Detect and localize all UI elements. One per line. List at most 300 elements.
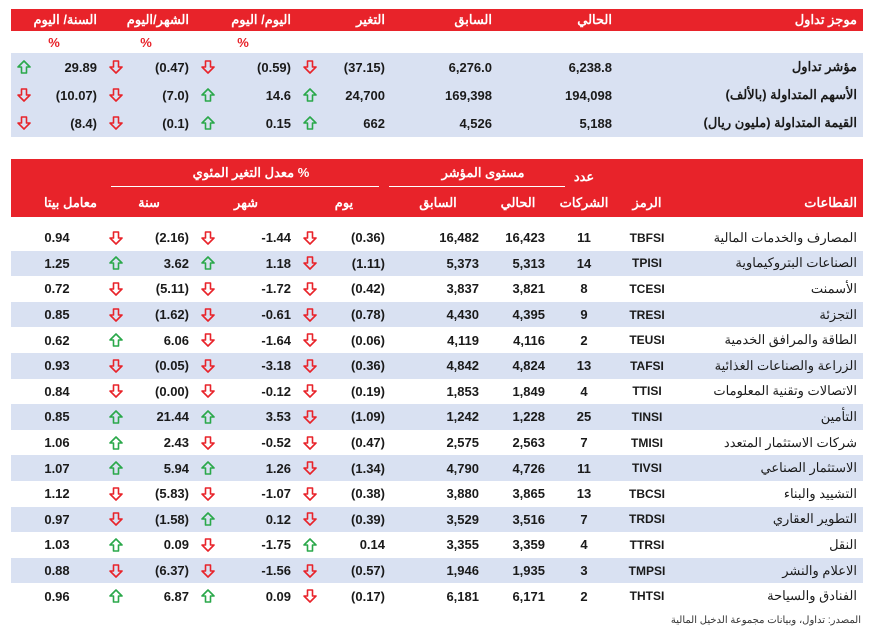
summary-pct-row (11, 31, 863, 53)
previous-cell: 16,482 (439, 230, 479, 246)
current-cell: 4,395 (512, 307, 545, 323)
arrow-down-icon (17, 116, 31, 130)
companies-cell: 4 (580, 383, 588, 399)
header-index-level: مستوى المؤشر (441, 165, 525, 180)
current-cell: 6,171 (512, 588, 545, 604)
pct-label: % (140, 34, 152, 50)
day-change-value: 0.14 (359, 537, 385, 553)
day-change-value: (0.42) (351, 281, 385, 297)
beta-cell: 1.03 (44, 537, 70, 553)
summary-change (297, 81, 391, 109)
month-change (195, 276, 297, 302)
summary-year-value: (10.07) (55, 87, 97, 103)
symbol-cell: TCESI (629, 281, 665, 296)
symbol-cell: TRESI (629, 307, 665, 322)
arrow-down-icon (303, 384, 317, 398)
day-change (297, 532, 391, 558)
header-symbol: الرمز (632, 195, 662, 210)
current-cell: 3,359 (512, 537, 545, 553)
table-row (11, 583, 863, 609)
day-change (297, 353, 391, 379)
arrow-down-icon (303, 436, 317, 450)
summary-current: 194,098 (565, 87, 612, 103)
month-change-value: -1.07 (261, 486, 291, 502)
year-change (103, 225, 195, 251)
arrow-up-icon (201, 88, 215, 102)
table-row (11, 532, 863, 558)
symbol-cell: TBCSI (629, 486, 665, 501)
arrow-down-icon (303, 487, 317, 501)
header-month: شهر (233, 195, 259, 210)
symbol-cell: TINSI (631, 409, 663, 424)
beta-cell: 0.97 (44, 511, 70, 527)
month-change (195, 455, 297, 481)
year-change-value: (0.05) (155, 358, 189, 374)
summary-day-value: 14.6 (265, 87, 291, 103)
summary-col-change: التغير (356, 12, 385, 27)
table-row (11, 327, 863, 353)
current-cell: 3,865 (512, 486, 545, 502)
sector-name: الاتصالات وتقنية المعلومات (713, 383, 857, 399)
symbol-cell: TMISI (631, 435, 663, 450)
previous-cell: 3,529 (446, 511, 479, 527)
month-change-value: -0.52 (261, 435, 291, 451)
sector-name: النقل (829, 536, 857, 552)
arrow-down-icon (109, 116, 123, 130)
year-change (103, 532, 195, 558)
companies-cell: 9 (580, 307, 588, 323)
beta-cell: 0.85 (44, 307, 70, 323)
arrow-up-icon (303, 538, 317, 552)
day-change (297, 430, 391, 456)
arrow-down-icon (201, 333, 215, 347)
month-change (195, 404, 297, 430)
symbol-cell: TIVSI (631, 461, 662, 476)
summary-row (11, 109, 863, 137)
sector-name: المصارف والخدمات المالية (713, 229, 857, 245)
sectors-header (11, 159, 863, 217)
month-change-value: 1.18 (265, 255, 291, 271)
previous-cell: 4,842 (446, 358, 479, 374)
header-previous: السابق (419, 195, 457, 210)
sector-name: الأسمنت (810, 280, 857, 296)
arrow-down-icon (303, 564, 317, 578)
day-change-value: (0.78) (351, 307, 385, 323)
year-change (103, 583, 195, 609)
symbol-cell: TRDSI (629, 512, 665, 527)
beta-cell: 0.72 (44, 281, 70, 297)
sector-name: الاستثمار الصناعي (760, 460, 857, 476)
summary-change (297, 109, 391, 137)
empty-cell (391, 31, 498, 53)
year-change-value: (5.11) (155, 281, 189, 297)
year-change (103, 507, 195, 533)
arrow-down-icon (201, 538, 215, 552)
summary-rows (11, 53, 863, 137)
companies-cell: 8 (580, 281, 588, 297)
month-change-value: 3.53 (265, 409, 291, 425)
summary-change-value: 24,700 (345, 87, 385, 103)
arrow-down-icon (303, 282, 317, 296)
month-change (195, 327, 297, 353)
header-companies-bottom: الشركات (559, 195, 609, 210)
companies-cell: 11 (577, 460, 591, 476)
sector-name: التشييد والبناء (783, 485, 857, 501)
year-change-value: 0.09 (163, 537, 189, 553)
summary-row (11, 53, 863, 81)
beta-cell: 0.93 (44, 358, 70, 374)
previous-cell: 1,853 (446, 383, 479, 399)
arrow-up-icon (201, 512, 215, 526)
year-change-value: (0.00) (155, 383, 189, 399)
previous-cell: 4,430 (446, 307, 479, 323)
table-row (11, 481, 863, 507)
day-change (297, 379, 391, 405)
symbol-cell: TTISI (632, 384, 662, 399)
year-change (103, 327, 195, 353)
summary-day-value: (0.59) (257, 59, 291, 75)
month-change-value: -1.56 (261, 563, 291, 579)
header-sector: القطاعات (804, 195, 857, 210)
arrow-up-icon (109, 538, 123, 552)
previous-cell: 4,119 (447, 332, 479, 348)
summary-previous: 4,526 (459, 115, 492, 131)
month-change (195, 353, 297, 379)
arrow-up-icon (17, 60, 31, 74)
sectors-panel (11, 159, 863, 611)
companies-cell: 13 (576, 486, 592, 502)
year-change-value: (1.58) (155, 511, 189, 527)
empty-cell (618, 31, 863, 53)
sector-name: التجزئة (819, 306, 857, 322)
month-change-value: 0.12 (265, 511, 291, 527)
table-row (11, 225, 863, 251)
day-change (297, 251, 391, 277)
year-change (103, 481, 195, 507)
year-change-value: 6.06 (163, 332, 189, 348)
sector-name: الصناعات البتروكيماوية (735, 255, 857, 271)
year-change-value: (5.83) (155, 486, 189, 502)
current-cell: 4,116 (513, 332, 545, 348)
summary-month-value: (0.47) (155, 59, 189, 75)
summary-col-day: اليوم/ اليوم (231, 12, 291, 27)
year-change (103, 276, 195, 302)
year-change (103, 302, 195, 328)
year-change (103, 404, 195, 430)
summary-current: 6,238.8 (568, 59, 612, 75)
companies-cell: 11 (577, 230, 591, 246)
arrow-down-icon (201, 231, 215, 245)
arrow-up-icon (109, 461, 123, 475)
summary-change-value: (37.15) (343, 59, 385, 75)
summary-day (195, 81, 297, 109)
day-change (297, 455, 391, 481)
arrow-down-icon (109, 487, 123, 501)
month-change (195, 583, 297, 609)
month-change (195, 225, 297, 251)
table-row (11, 302, 863, 328)
arrow-down-icon (303, 256, 317, 270)
table-row (11, 558, 863, 584)
beta-cell: 0.84 (44, 383, 70, 399)
arrow-down-icon (109, 564, 123, 578)
day-change (297, 404, 391, 430)
sector-name: التطوير العقاري (772, 511, 857, 527)
beta-cell: 1.06 (44, 435, 70, 451)
summary-month (103, 109, 195, 137)
current-cell: 3,516 (512, 511, 545, 527)
arrow-up-icon (303, 116, 317, 130)
arrow-up-icon (201, 410, 215, 424)
month-change (195, 532, 297, 558)
arrow-down-icon (201, 308, 215, 322)
summary-day (195, 109, 297, 137)
beta-cell: 0.85 (44, 409, 70, 425)
arrow-up-icon (201, 589, 215, 603)
arrow-up-icon (201, 461, 215, 475)
arrow-down-icon (109, 231, 123, 245)
header-divider (111, 186, 379, 187)
day-change-value: (0.36) (351, 230, 385, 246)
summary-title: موجز تداول (794, 12, 857, 27)
previous-cell: 5,373 (446, 255, 479, 271)
summary-label: الأسهم المتداولة (بالألف) (725, 87, 857, 102)
current-cell: 2,563 (512, 435, 545, 451)
month-change-value: -0.61 (261, 307, 291, 323)
companies-cell: 14 (576, 255, 592, 271)
day-change-value: (0.57) (351, 563, 385, 579)
summary-month-value: (7.0) (162, 87, 189, 103)
empty-cell (498, 31, 618, 53)
arrow-down-icon (201, 282, 215, 296)
arrow-up-icon (109, 589, 123, 603)
previous-cell: 4,790 (446, 460, 479, 476)
sector-rows (11, 225, 863, 609)
previous-cell: 2,575 (446, 435, 479, 451)
companies-cell: 7 (580, 511, 588, 527)
previous-cell: 1,242 (446, 409, 479, 425)
summary-label: القيمة المتداولة (مليون ريال) (703, 115, 857, 130)
arrow-down-icon (17, 88, 31, 102)
header-year: سنة (138, 195, 160, 210)
arrow-down-icon (201, 359, 215, 373)
arrow-down-icon (303, 410, 317, 424)
month-change (195, 507, 297, 533)
month-change-value: -1.44 (261, 230, 291, 246)
year-change (103, 558, 195, 584)
table-row (11, 353, 863, 379)
header-beta: معامل بيتا (43, 195, 97, 210)
beta-cell: 1.25 (44, 255, 70, 271)
pct-label: % (48, 34, 60, 50)
month-change-value: -3.18 (261, 358, 291, 374)
beta-cell: 0.96 (44, 588, 70, 604)
beta-cell: 0.88 (44, 563, 70, 579)
symbol-cell: TEUSI (629, 333, 665, 348)
summary-current: 5,188 (579, 115, 612, 131)
month-change-value: -1.75 (261, 537, 291, 553)
sector-name: الزراعة والصناعات الغذائية (714, 357, 857, 373)
day-change (297, 507, 391, 533)
summary-header-row (11, 9, 863, 31)
symbol-cell: THTSI (629, 589, 665, 604)
symbol-cell: TAFSI (630, 358, 664, 373)
arrow-down-icon (201, 436, 215, 450)
year-change (103, 379, 195, 405)
year-change (103, 455, 195, 481)
day-change-value: (0.19) (351, 383, 385, 399)
summary-change (297, 53, 391, 81)
summary-year (11, 53, 103, 81)
summary-year (11, 109, 103, 137)
month-change (195, 481, 297, 507)
day-change (297, 302, 391, 328)
summary-col-month: الشهر/اليوم (126, 12, 189, 27)
arrow-down-icon (303, 589, 317, 603)
arrow-down-icon (109, 359, 123, 373)
table-row (11, 507, 863, 533)
trading-summary-panel (11, 9, 863, 137)
summary-year (11, 81, 103, 109)
previous-cell: 3,355 (446, 537, 479, 553)
source-note: المصدر: تداول، وبيانات مجموعة الدخيل المالية (670, 615, 861, 626)
day-change-value: (0.17) (351, 588, 385, 604)
arrow-up-icon (201, 116, 215, 130)
symbol-cell: TMPSI (628, 563, 666, 578)
day-change-value: (1.11) (351, 255, 385, 271)
arrow-up-icon (201, 256, 215, 270)
arrow-up-icon (109, 436, 123, 450)
table-row (11, 455, 863, 481)
header-current: الحالي (500, 195, 536, 210)
month-change-value: -0.12 (261, 383, 291, 399)
arrow-down-icon (303, 333, 317, 347)
symbol-cell: TBFSI (629, 230, 665, 245)
summary-change-value: 662 (363, 115, 385, 131)
empty-cell (297, 31, 391, 53)
arrow-down-icon (303, 461, 317, 475)
summary-label: مؤشر تداول (791, 59, 857, 74)
summary-col-year: السنة/ اليوم (33, 12, 97, 27)
symbol-cell: TPISI (631, 256, 662, 271)
table-row (11, 276, 863, 302)
companies-cell: 4 (580, 537, 588, 553)
beta-cell: 1.12 (44, 486, 70, 502)
previous-cell: 3,880 (446, 486, 479, 502)
arrow-down-icon (201, 60, 215, 74)
table-row (11, 430, 863, 456)
header-divider (389, 186, 565, 187)
summary-previous: 6,276.0 (448, 59, 492, 75)
arrow-down-icon (303, 359, 317, 373)
current-cell: 4,726 (512, 460, 545, 476)
arrow-up-icon (109, 333, 123, 347)
previous-cell: 1,946 (446, 563, 479, 579)
year-change (103, 251, 195, 277)
companies-cell: 3 (580, 563, 588, 579)
month-change (195, 302, 297, 328)
arrow-down-icon (109, 88, 123, 102)
day-change-value: (0.47) (351, 435, 385, 451)
header-day: يوم (334, 195, 354, 210)
day-change-value: (1.09) (351, 409, 385, 425)
current-cell: 5,313 (512, 255, 545, 271)
year-change (103, 430, 195, 456)
day-change-value: (0.06) (351, 332, 385, 348)
header-change-rate: معدل التغير المئوي % (192, 165, 310, 180)
day-change-value: (1.34) (351, 460, 385, 476)
summary-month-value: (0.1) (162, 115, 189, 131)
summary-day (195, 53, 297, 81)
current-cell: 3,821 (512, 281, 545, 297)
arrow-down-icon (109, 512, 123, 526)
pct-label: % (237, 34, 249, 50)
current-cell: 4,824 (512, 358, 545, 374)
day-change (297, 558, 391, 584)
header-companies-top: عدد (573, 169, 595, 184)
day-change-value: (0.39) (351, 511, 385, 527)
day-change (297, 225, 391, 251)
companies-cell: 2 (580, 588, 588, 604)
arrow-down-icon (109, 60, 123, 74)
summary-year-value: 29.89 (64, 59, 97, 75)
arrow-down-icon (109, 282, 123, 296)
summary-col-previous: السابق (454, 12, 492, 27)
spacer (11, 217, 863, 225)
current-cell: 16,423 (505, 230, 545, 246)
year-change-value: 6.87 (163, 588, 189, 604)
year-change (103, 353, 195, 379)
current-cell: 1,228 (512, 409, 545, 425)
day-change (297, 327, 391, 353)
day-change (297, 481, 391, 507)
companies-cell: 25 (576, 409, 592, 425)
previous-cell: 6,181 (446, 588, 479, 604)
year-change-value: 3.62 (163, 255, 189, 271)
beta-cell: 0.94 (44, 230, 70, 246)
arrow-down-icon (109, 384, 123, 398)
month-change-value: -1.64 (261, 332, 291, 348)
arrow-down-icon (109, 308, 123, 322)
companies-cell: 13 (576, 358, 592, 374)
summary-month (103, 53, 195, 81)
beta-cell: 1.07 (44, 460, 70, 476)
summary-year-value: (8.4) (70, 115, 97, 131)
current-cell: 1,935 (512, 563, 545, 579)
year-change-value: (2.16) (155, 230, 189, 246)
month-change (195, 430, 297, 456)
summary-row (11, 81, 863, 109)
companies-cell: 2 (580, 332, 588, 348)
summary-day-value: 0.15 (265, 115, 291, 131)
year-change-value: 5.94 (163, 460, 189, 476)
arrow-down-icon (303, 308, 317, 322)
summary-previous: 169,398 (445, 87, 492, 103)
year-change-value: (1.62) (155, 307, 189, 323)
arrow-down-icon (303, 512, 317, 526)
month-change-value: -1.72 (261, 281, 291, 297)
current-cell: 1,849 (512, 383, 545, 399)
arrow-up-icon (109, 410, 123, 424)
month-change (195, 251, 297, 277)
arrow-down-icon (201, 384, 215, 398)
year-change-value: 21.44 (156, 409, 189, 425)
sector-name: الفنادق والسياحة (767, 588, 857, 604)
arrow-down-icon (303, 231, 317, 245)
symbol-cell: TTRSI (629, 537, 665, 552)
day-change (297, 276, 391, 302)
month-change-value: 0.09 (265, 588, 291, 604)
